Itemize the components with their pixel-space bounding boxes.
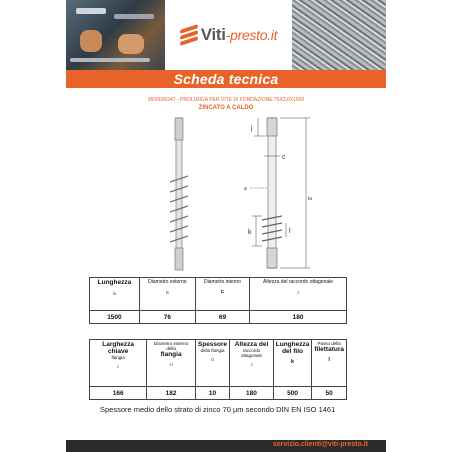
table-cell: 182 (147, 387, 196, 400)
table-cell: Spessore della flangia O (195, 340, 229, 387)
footer-email-link[interactable]: servizio.clienti@viti-presto.it (272, 441, 368, 448)
zinc-note: Spessore medio dello strato di zinco 70 µm secondo DIN EN ISO 1461 (100, 405, 336, 414)
dimensions-table-1 (89, 277, 347, 324)
table-cell: 50 (312, 387, 347, 400)
brand-name: Viti-presto.it (200, 25, 278, 44)
table-cell: Larghezza chiave flangia z (90, 340, 147, 387)
banner-title: Scheda tecnica (173, 71, 279, 87)
technical-drawing (150, 112, 330, 282)
side-view (170, 118, 188, 270)
table-cell: Diametro interno c (195, 278, 249, 311)
label-k: k (248, 229, 252, 236)
table-cell: 10 (195, 387, 229, 400)
dimension-view (250, 118, 310, 268)
product-code: 9500000347 - PROLUNGA PER VITE DI FONDAZIONE 76X3,6X1500 (147, 97, 305, 103)
title-bar (66, 70, 386, 88)
table-cell: 180 (250, 311, 347, 324)
table-cell: 1500 (90, 311, 140, 324)
tools-photo (66, 0, 165, 70)
footer-bar (66, 440, 386, 452)
table-cell: Lunghezza la (90, 278, 140, 311)
table-cell: Diametro esterno B (139, 278, 195, 311)
label-l: l (289, 228, 291, 235)
table-cell: 69 (195, 311, 249, 324)
table-row (90, 387, 347, 400)
table-cell: Lunghezza del filo k (273, 340, 312, 387)
logo-stripes-icon (180, 25, 198, 45)
product-coating: ZINCATO A CALDO (198, 105, 254, 111)
table-cell: 500 (273, 387, 312, 400)
label-a: a (244, 186, 247, 192)
label-la: la (308, 196, 312, 202)
table-header-row (90, 340, 347, 387)
label-c: c (282, 154, 286, 161)
table-header-row (90, 278, 347, 311)
table-cell: 166 (90, 387, 147, 400)
table-cell: 180 (230, 387, 274, 400)
table-cell: Altezza del raccordo ottagonale J (230, 340, 274, 387)
screws-photo (292, 0, 386, 70)
table-row (90, 311, 347, 324)
table-cell: Passo della filettatura l (312, 340, 347, 387)
table-cell: 76 (139, 311, 195, 324)
dimensions-table-2 (89, 339, 347, 400)
table-cell: Diametro esterno della flangia H (147, 340, 196, 387)
brand-logo (165, 0, 292, 70)
table-cell: Altezza del raccordo ottagonale J (250, 278, 347, 311)
label-j: j (251, 125, 253, 132)
